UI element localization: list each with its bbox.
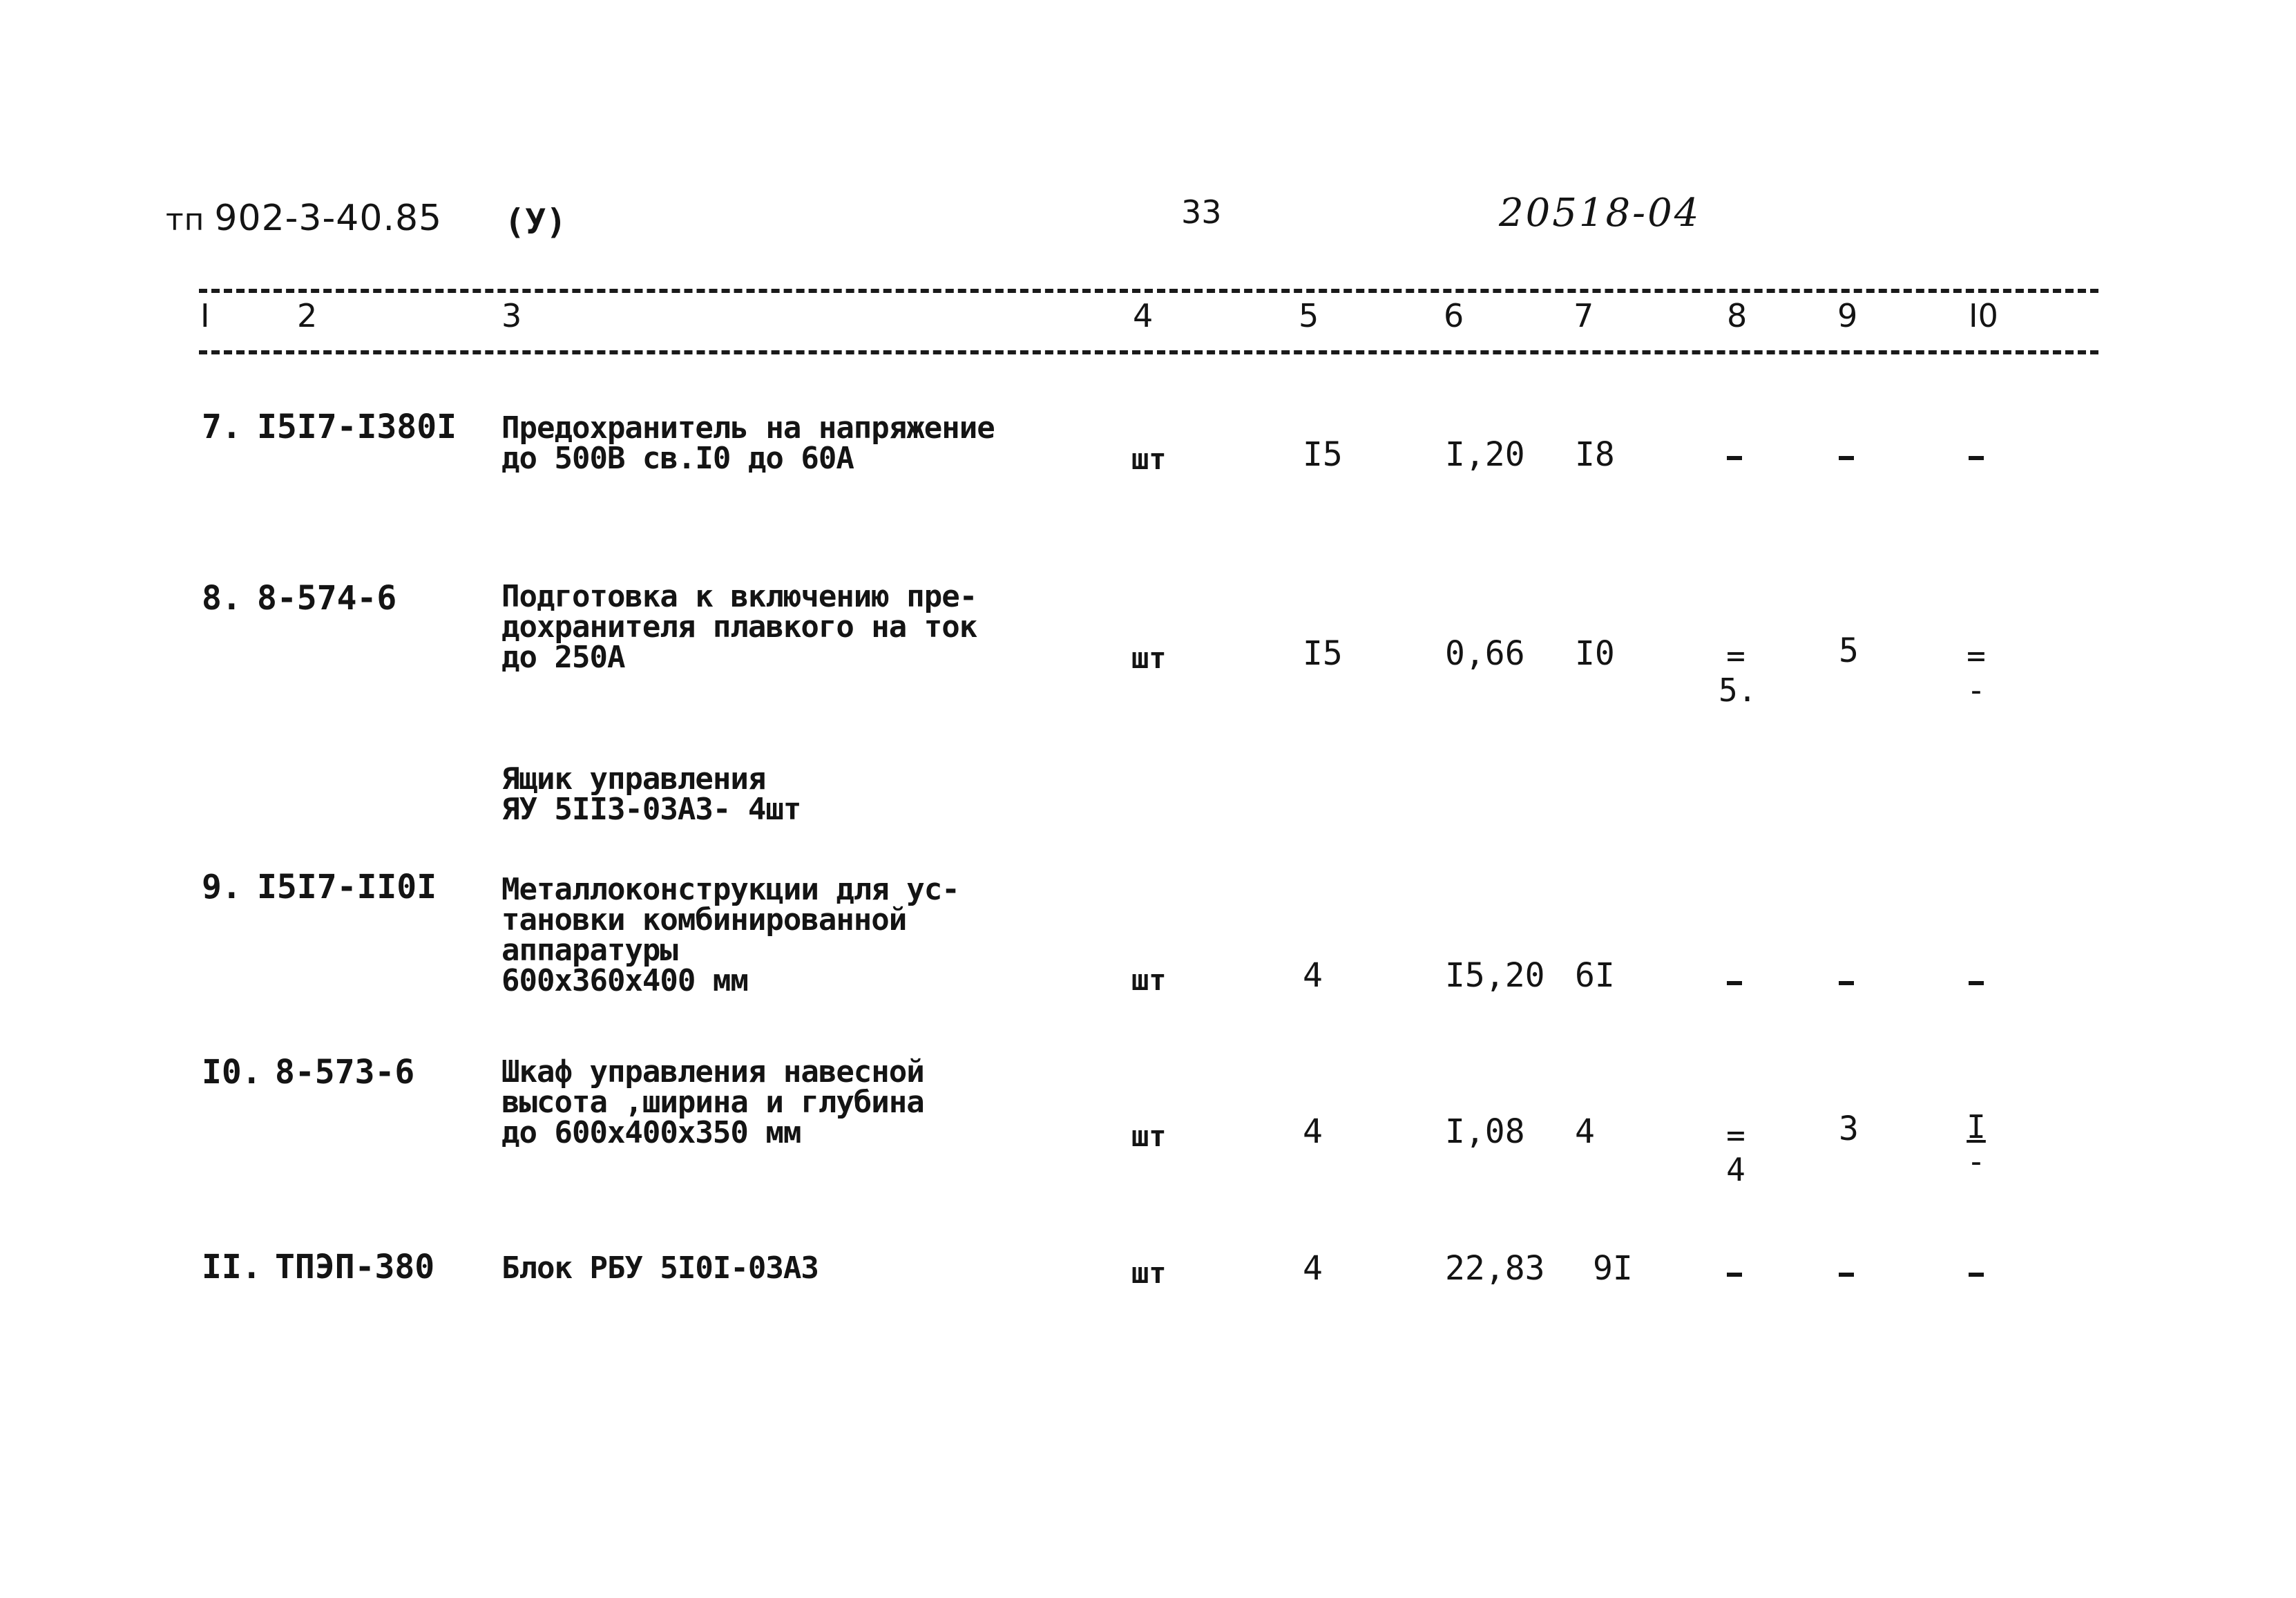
row-col6: 22,83: [1445, 1249, 1545, 1288]
row-code: 8-573-6: [275, 1053, 415, 1092]
archive-number: 20518-04: [1499, 191, 1701, 236]
column-header-5: 5: [1299, 297, 1319, 334]
row-number: 9.: [202, 868, 242, 906]
row-col7: 6I: [1575, 956, 1615, 995]
row-unit: шт: [1131, 641, 1167, 675]
row-code: I5I7-I380I: [257, 408, 457, 446]
column-header-6: 6: [1444, 297, 1464, 334]
header-rule-bottom: [199, 350, 2098, 354]
row-number: 8.: [202, 579, 242, 618]
row-col8-dash: [1727, 981, 1742, 985]
row-col6: 0,66: [1445, 634, 1525, 673]
row-code: ТПЭП-380: [275, 1248, 435, 1286]
row-col6: I5,20: [1445, 956, 1545, 995]
column-header-10: I0: [1969, 297, 1998, 334]
row-number: II.: [202, 1248, 262, 1286]
row-col6: I,08: [1445, 1112, 1525, 1151]
tp-prefix: тп: [166, 202, 205, 238]
row-description: Металлоконструкции для ус- тановки комбинированной аппаратуры 600х360х400 мм: [501, 872, 959, 998]
row-col7: I8: [1575, 435, 1615, 474]
row-col8-dash: [1727, 456, 1742, 460]
row-col9-dash: [1839, 1273, 1854, 1277]
row-col9-dash: [1839, 456, 1854, 460]
note-control-box: Ящик управления ЯУ 5II3-03А3- 4шт: [501, 761, 801, 827]
column-header-4: 4: [1133, 297, 1154, 334]
row-description: Предохранитель на напряжение до 500В св.I0 до 60А: [501, 410, 995, 476]
row-col7: I0: [1575, 634, 1615, 673]
row-description: Подготовка к включению пре- дохранителя плавкого на ток до 250А: [501, 579, 977, 675]
row-col7: 9I: [1593, 1249, 1633, 1288]
row-unit: шт: [1131, 963, 1167, 997]
row-col6: I,20: [1445, 435, 1525, 474]
row-col7: 4: [1575, 1112, 1595, 1151]
row-unit: шт: [1131, 442, 1167, 476]
column-header-7: 7: [1573, 297, 1594, 334]
row-col9: 3: [1839, 1110, 1859, 1148]
row-col8-fraction: = 5.: [1719, 637, 1757, 709]
row-col10-fraction: I -: [1967, 1108, 1986, 1180]
row-description: Блок РБУ 5I0I-03А3: [501, 1250, 819, 1286]
row-col9: 5: [1839, 631, 1859, 670]
column-header-8: 8: [1727, 297, 1748, 334]
row-quantity: 4: [1303, 1112, 1323, 1151]
row-unit: шт: [1131, 1256, 1167, 1290]
row-col8-dash: [1727, 1273, 1742, 1277]
row-unit: шт: [1131, 1119, 1167, 1153]
row-col10-fraction: = -: [1967, 637, 1986, 709]
row-code: I5I7-II0I: [257, 868, 437, 906]
row-col8-fraction: = 4: [1726, 1116, 1745, 1188]
document-mark: (У): [504, 202, 567, 242]
row-col10-dash: [1969, 456, 1984, 460]
row-number: I0.: [202, 1053, 262, 1092]
column-header-3: 3: [501, 297, 522, 334]
page-number: 33: [1181, 193, 1222, 231]
row-quantity: I5: [1303, 435, 1343, 474]
row-col10-dash: [1969, 1273, 1984, 1277]
row-quantity: 4: [1303, 956, 1323, 995]
column-header-1: I: [200, 297, 210, 334]
doc-code-value: 902-3-40.85: [214, 198, 443, 239]
row-col9-dash: [1839, 981, 1854, 985]
column-header-9: 9: [1837, 297, 1858, 334]
column-header-2: 2: [297, 297, 318, 334]
row-quantity: 4: [1303, 1249, 1323, 1288]
row-quantity: I5: [1303, 634, 1343, 673]
document-code: [166, 198, 442, 239]
header-rule-top: [199, 289, 2098, 293]
row-description: Шкаф управления навесной высота ,ширина и глубина до 600х400х350 мм: [501, 1054, 924, 1150]
row-number: 7.: [202, 408, 242, 446]
row-code: 8-574-6: [257, 579, 397, 618]
row-col10-dash: [1969, 981, 1984, 985]
